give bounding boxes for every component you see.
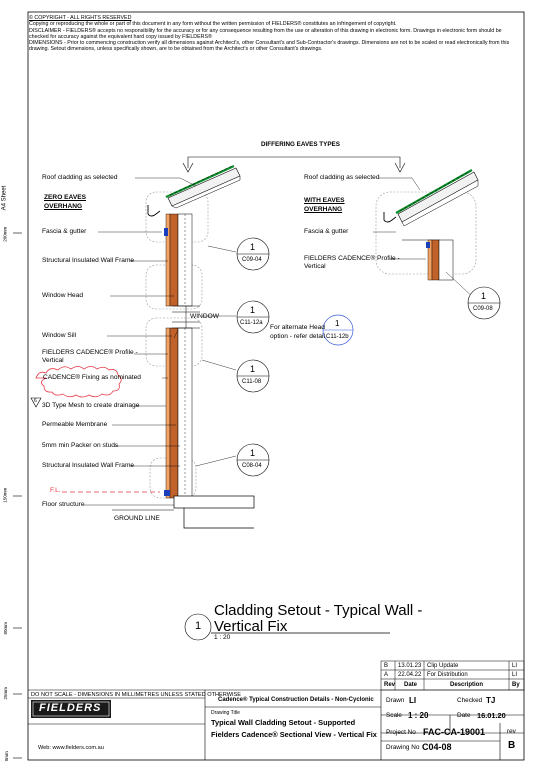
differing-bracket [183,157,405,172]
scale-mark-0: 0mm [3,751,9,762]
zero-eaves-label-2: OVERHANG [44,203,83,210]
left-roof-label: Roof cladding as selected [42,174,118,181]
left-profile-label-1: FIELDERS CADENCE® Profile - [42,349,138,356]
website: Web: www.fielders.com.au [38,745,104,751]
window-head-label: Window Head [42,292,84,299]
right-gutter [384,212,396,222]
left-siwf-top-label: Structural Insulated Wall Frame [42,257,135,264]
copy-line: Copying or reproducing the whole or part of this document in any form without the written permission of FIELDERS® constitutes an infringement of copyright. [29,21,397,28]
packer-label: 5mm min Packer on studs [42,442,119,449]
rev-row-a-by: LI [512,672,518,678]
scale-mark-150: 150mm [2,487,8,503]
title-line-1: Cladding Setout - Typical Wall - [214,602,423,619]
rev-row-b-rev: B [384,663,389,669]
scale-value: 1 : 20 [408,711,429,720]
title-scale: 1 : 20 [214,634,231,641]
no-scale-note: DO NOT SCALE - DIMENSIONS IN MILLIMETRES UNLESS STATED OTHERWISE [31,692,242,698]
floor-level-label: F.L. [50,487,61,494]
drawing-no-value: C04-08 [422,742,452,752]
left-fascia-label: Fascia & gutter [42,228,87,235]
sheet-border [28,12,524,760]
project-label: Project No [386,729,416,736]
callout-ref: C11-08 [242,379,262,385]
callout-num: 1 [250,305,256,315]
floor-structure-label: Floor structure [42,501,85,508]
rev-head-rev: Rev [384,682,396,688]
dimensions-line: DIMENSIONS - Prior to commencing construction verify all dimensions against Architect's, other Consultant's and Sub-Contractor's drawings. Dimensions are not to be scaled or read electronically from this drawing. Setout dimensions, unless specifically shown, are to be obtained from the Architect's or other Consultant's drawings. [29,40,510,53]
rev-value: B [508,740,516,751]
with-eaves-label-1: WITH EAVES [304,197,345,204]
checked-label: Checked [457,697,483,704]
callout-dividers [237,254,500,460]
drawing-title-2: Fielders Cadence® Sectional View - Vertical Fix [211,730,377,739]
rev-label: rev [507,728,516,735]
right-roof [396,170,478,226]
zero-eaves-label-1: ZERO EAVES [44,194,87,201]
header-notes [29,15,519,53]
copyright-line: © COPYRIGHT - ALL RIGHTS RESERVED [29,15,132,21]
membrane-label: Permeable Membrane [42,421,108,428]
scale-label: Scale [386,712,402,719]
window-sill-label: Window Sill [42,332,77,339]
left-roof [166,166,240,208]
drawing-title-1: Typical Wall Cladding Setout - Supported [211,718,356,727]
fixing-label: CADENCE® Fixing as nominated [43,374,141,381]
callout-num: 1 [250,242,256,252]
title-number: 1 [195,620,202,632]
disclaimer-line: DISCLAIMER - FIELDERS® accepts no responsibility for the accuracy or for any consequence resulting from the use or alteration of this drawing in electronic form. Drawings in electronic form should be checked for accuracy against the equivalent hard copy issued by FIELDERS® [29,27,502,40]
rev-row-b-desc: Clip Update [427,663,459,669]
callout-ref: C11-12b [326,334,349,340]
drawing-no-label: Drawing No [386,744,420,751]
with-eaves-label-2: OVERHANG [304,206,343,213]
alt-head-label-1: For alternate Head [270,324,325,331]
right-profile-label-1: FIELDERS CADENCE® Profile - [304,255,400,262]
project-value: FAC-CA-19001 [423,727,486,737]
left-wall [164,214,192,498]
left-siwf-bottom-label: Structural Insulated Wall Frame [42,462,135,469]
scale-mark-200: 200mm [2,226,8,242]
right-wall [426,240,453,280]
drawn-label: Drawn [386,697,405,704]
callout-ref: C09-08 [473,306,493,312]
right-profile-label-2: Vertical [304,263,326,270]
checked-value: TJ [486,696,496,705]
ground-line-label: GROUND LINE [114,515,160,522]
callout-ref: C11-12a [240,320,263,326]
title-line-2: Vertical Fix [214,618,288,635]
fixing-revision-cloud [36,367,121,398]
left-profile-label-2: Vertical [42,357,64,364]
callout-ref: C09-04 [242,257,262,263]
rev-row-a-desc: For Distribution [427,672,468,678]
callout-num: 1 [250,364,256,374]
right-roof-label: Roof cladding as selected [304,174,380,181]
window-label: WINDOW [190,313,219,320]
logo-text: FIELDERS [39,702,102,714]
rev-head-date: Date [404,682,418,688]
callout-circles [237,238,500,476]
scale-mark-25: 25mm [3,686,9,700]
callout-num: 1 [250,448,256,458]
rev-row-b-date: 13.01.23 [398,663,422,669]
differing-eaves-label: DIFFERING EAVES TYPES [261,141,340,148]
drawing-title-label: Drawing Title [211,710,240,716]
rev-row-a-date: 22.04.22 [398,672,422,678]
alt-head-label-2: option - refer detail [270,333,325,340]
rev-head-desc: Description [450,682,484,688]
series-title: Cadence® Typical Construction Details - Non-Cyclonic [218,697,374,703]
callout-num: 1 [481,291,487,301]
sheet-size-label: A4 Sheet [1,185,8,211]
date-label: Date [457,712,471,719]
mesh-label: 3D Type Mesh to create drainage [42,402,140,409]
left-gutter [148,205,160,216]
date-value: 16.01.20 [477,711,506,720]
right-fascia-label: Fascia & gutter [304,228,349,235]
drawn-value: LI [409,696,417,705]
callout-num: 1 [335,319,340,328]
callout-connectors [196,246,236,466]
scale-mark-80: 80mm [3,621,9,635]
mesh-tag: 6 [34,398,37,404]
rev-row-a-rev: A [384,672,389,678]
rev-row-b-by: LI [512,663,518,669]
callout-ref: C08-04 [242,463,262,469]
rev-head-by: By [512,682,520,688]
margin-scale [13,233,22,758]
left-slab [62,492,254,528]
